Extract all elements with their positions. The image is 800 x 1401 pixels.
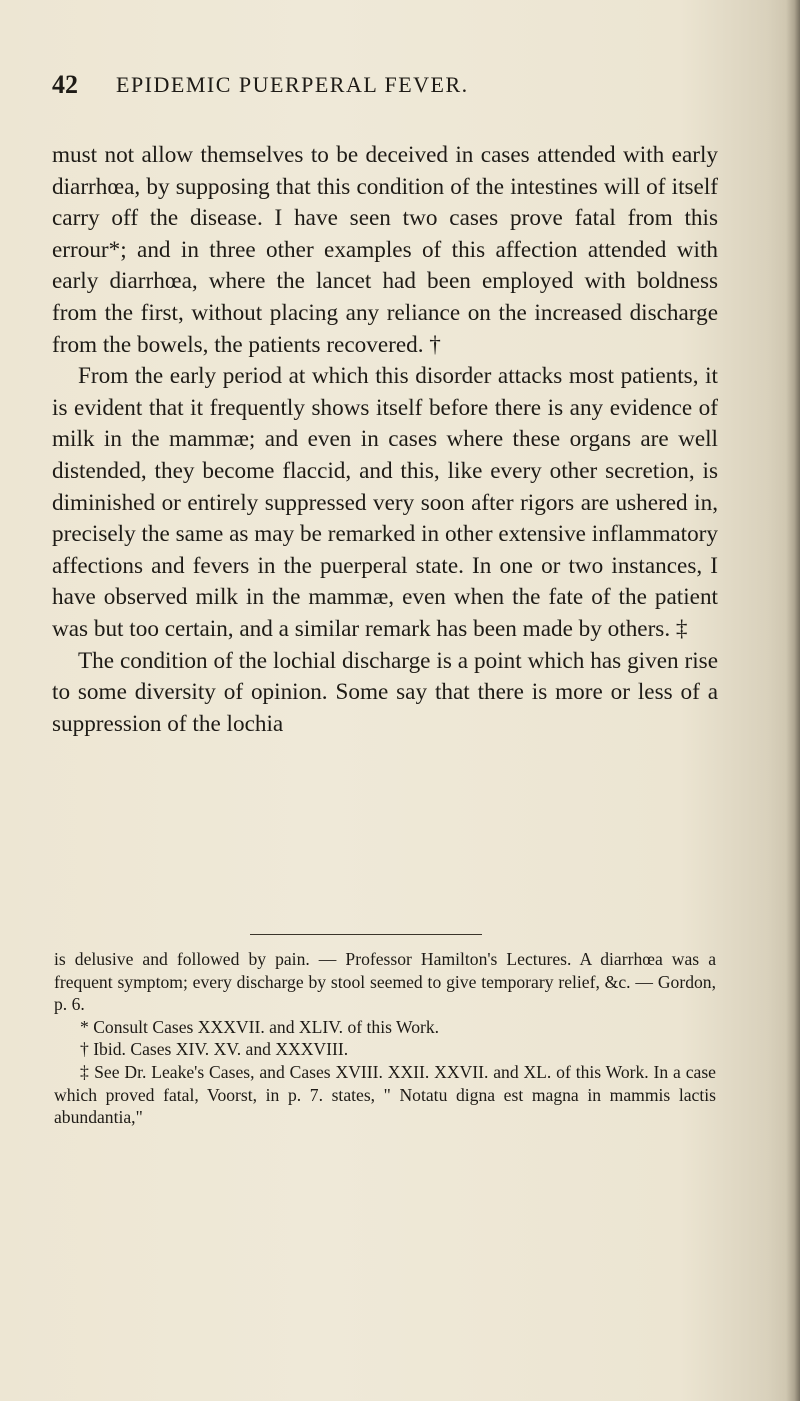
footnote-continuation: is delusive and followed by pain. — Professor Hamilton's Lectures. A diarrhœa was a frequent symptom; every discharge by stool seemed to give temporary relief, &c. — Gordon, p. 6. [54,949,716,1015]
running-title: EPIDEMIC PUERPERAL FEVER. [116,72,469,97]
paragraph-continued: must not allow themselves to be deceived in cases attended with early diarrhœa, by supposing that this condition of the intestines will of itself carry off the disease. I have seen two cases prove fatal from this errour*; and in three other examples of this affection attended with early diarrhœa, where the lancet had been employed with boldness from the first, without placing any reliance on the increased discharge from the bowels, the patients recovered. † [52,142,718,358]
footnote: ‡ See Dr. Leake's Cases, and Cases XVIII. XXII. XXVII. and XL. of this Work. In a case which proved fatal, Voorst, in p. 7. states, " Notatu digna est magna in mammis lactis abundantia," [54,1061,716,1128]
main-text [52,140,718,740]
footnote: † Ibid. Cases XIV. XV. and XXXVIII. [80,1039,349,1060]
page-edge-shadow [786,0,800,1401]
paragraph: From the early period at which this disorder attacks most patients, it is evident that it frequently shows itself before there is any evidence of milk in the mammæ; and even in cases where these organs are well distended, they become flaccid, and this, like every other secretion, is diminished or entirely suppressed very soon after rigors are ushered in, precisely the same as may be remarked in other extensive inflammatory affections and fevers in the puerperal state. In one or two instances, I have observed milk in the mammæ, even when the fate of the patient was but too certain, and a similar remark has been made by others. ‡ [52,363,718,642]
running-head [52,70,712,104]
footnotes [54,948,716,1129]
footnote: * Consult Cases XXXVII. and XLIV. of this Work. [80,1016,440,1037]
page-number: 42 [52,70,78,99]
paragraph: The condition of the lochial discharge is a point which has given rise to some diversity of opinion. Some say that there is more or less of a suppression of the lochia [52,647,718,737]
footnote-divider [250,934,482,935]
